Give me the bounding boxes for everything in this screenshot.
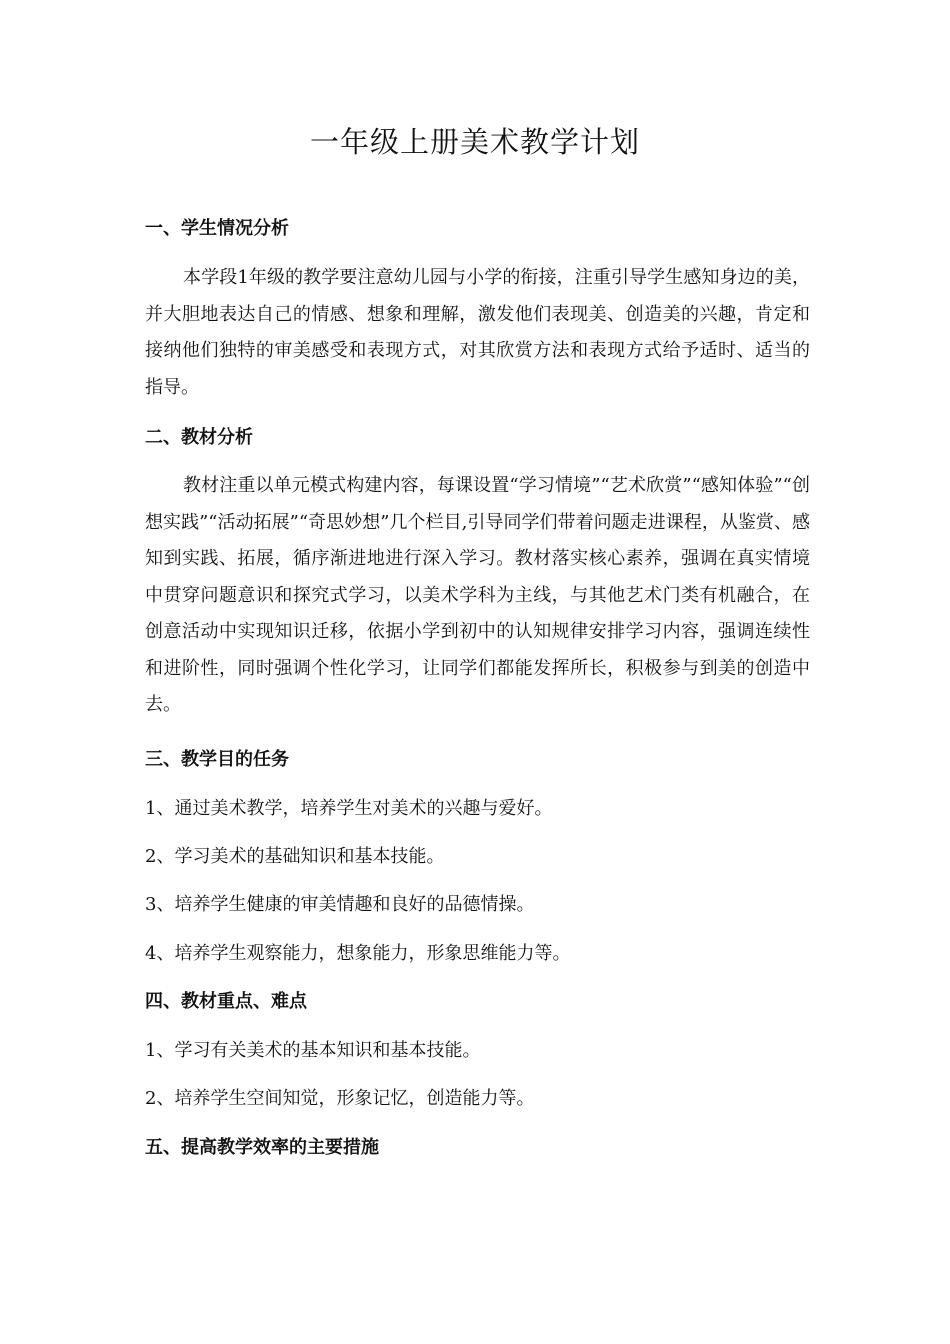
key-point-item: 1、学习有关美术的基本知识和基本技能。 [145,1040,481,1061]
key-point-item: 2、培养学生空间知觉，形象记忆，创造能力等。 [145,1088,535,1109]
goal-item: 1、通过美术教学，培养学生对美术的兴趣与爱好。 [145,798,553,819]
section-heading-textbook-analysis: 二、教材分析 [145,427,253,448]
goal-item: 3、培养学生健康的审美情趣和良好的品德情操。 [145,894,535,915]
section-heading-key-points: 四、教材重点、难点 [145,991,307,1012]
section-heading-efficiency-measures: 五、提高教学效率的主要措施 [145,1137,379,1158]
goal-item: 2、学习美术的基础知识和基本技能。 [145,846,445,867]
section-paragraph-student-analysis: 本学段1年级的教学要注意幼儿园与小学的衔接，注重引导学生感知身边的美，并大胆地表达自己的情感、想象和理解，激发他们表现美、创造美的兴趣，肯定和接纳他们独特的审美感受和表现方式，对其欣赏方法和表现方式给予适时、适当的指导。 [145,267,810,398]
goal-item: 4、培养学生观察能力，想象能力，形象思维能力等。 [145,943,571,964]
section-heading-student-analysis: 一、学生情况分析 [145,218,289,239]
document-title: 一年级上册美术教学计划 [309,125,640,159]
section-paragraph-textbook-analysis: 教材注重以单元模式构建内容，每课设置“学习情境”“艺术欣赏”“感知体验”“创想实践”“活动拓展”“奇思妙想”几个栏目,引导同学们带着问题走进课程，从鉴赏、感知到实践、拓展，循序渐进地进行深入学习。教材落实核心素养，强调在真实情境中贯穿问题意识和探究式学习，以美术学科为主线，与其他艺术门类有机融合，在创意活动中实现知识迁移，依据小学到初中的认知规律安排学习内容，强调连续性和进阶性，同时强调个性化学习，让同学们都能发挥所长，积极参与到美的创造中去。 [145,475,810,715]
section-heading-teaching-goals: 三、教学目的任务 [145,749,289,770]
